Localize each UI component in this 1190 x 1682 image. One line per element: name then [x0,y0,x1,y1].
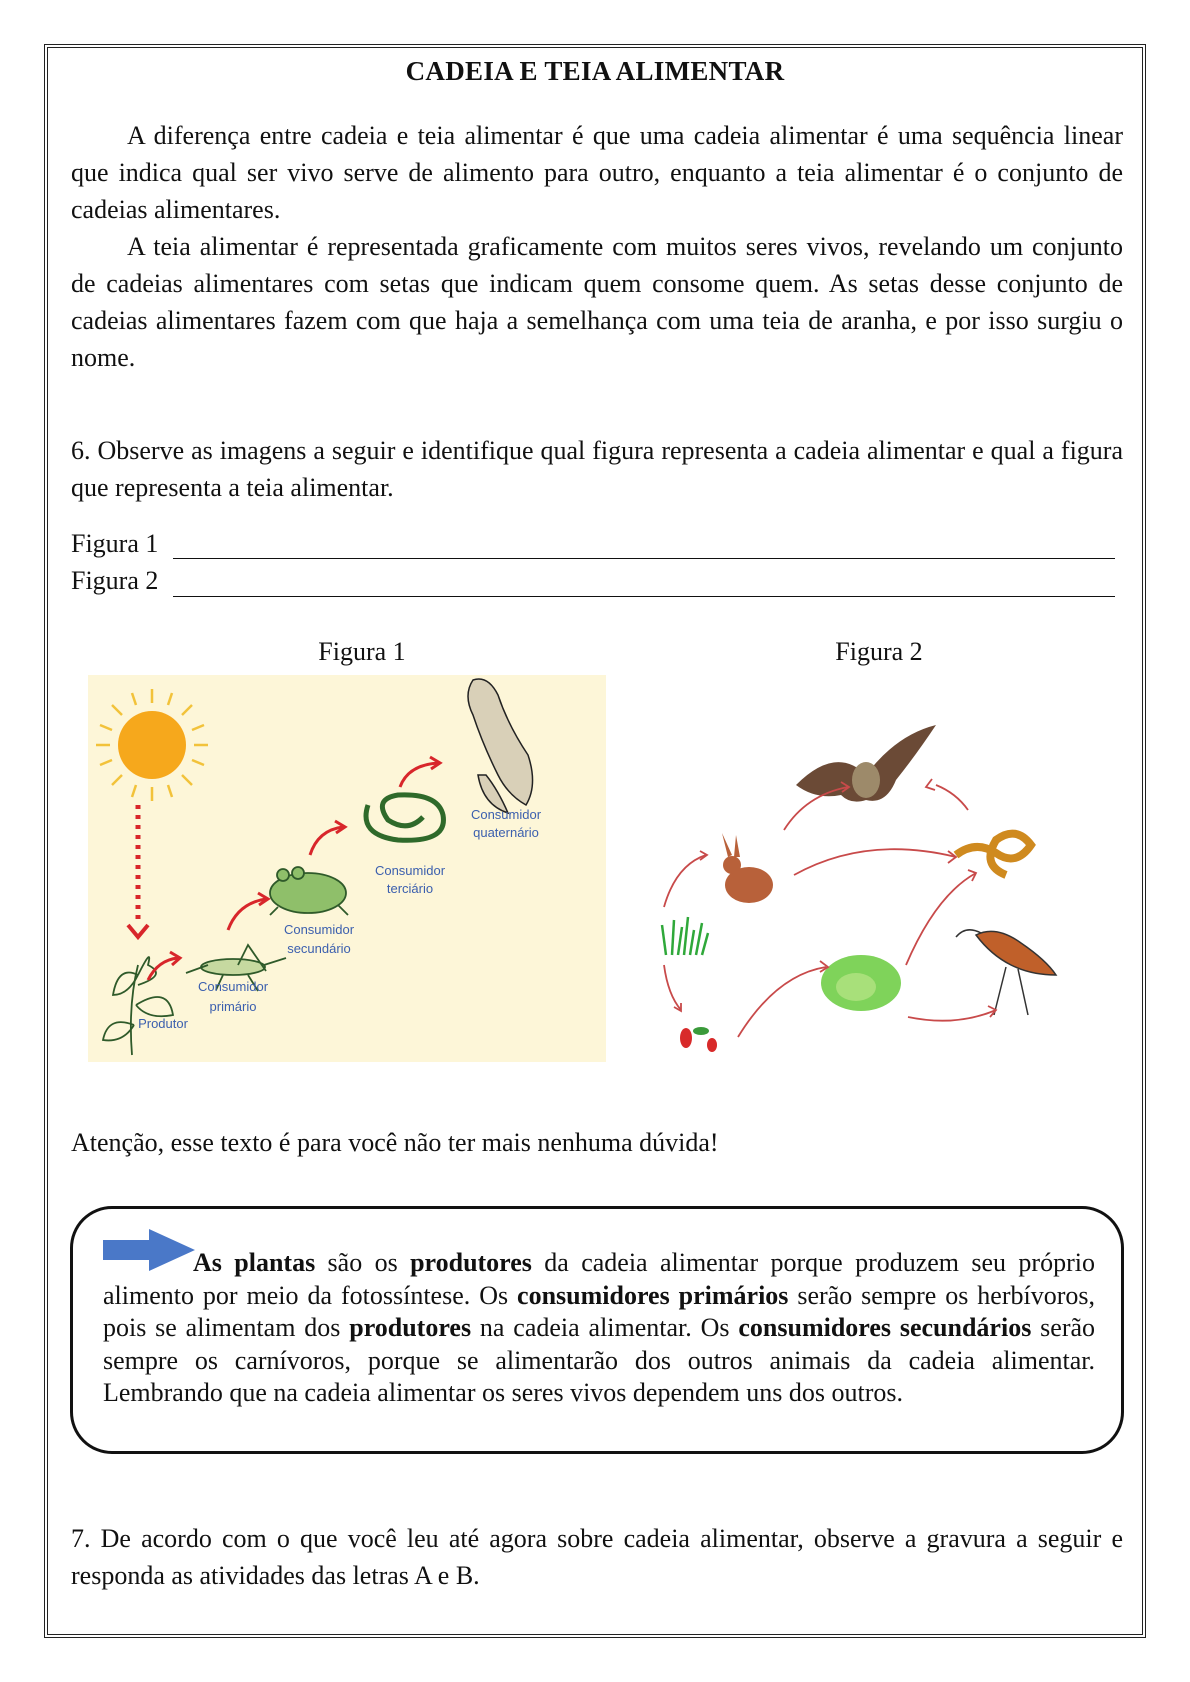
question-7-text: 7. De acordo com o que você leu até agora sobre cadeia alimentar, observe a gravura a seguir e responda as atividades das letras A e B. [71,1524,1123,1590]
label-quaternario-2: quaternário [473,825,539,840]
info-bold-5: consumidores secundários [738,1313,1032,1342]
info-text-2: da cadeia alimentar porque produzem seu próprio alimento por meio da fotossíntese. Os [103,1248,1095,1310]
attention-text: Atenção, esse texto é para você não ter mais nenhuma dúvida! [71,1128,719,1157]
intro-paragraph-2: A teia alimentar é representada graficamente com muitos seres vivos, revelando um conjunto de cadeias alimentares com setas que indicam quem consome quem. As setas desse conjunto de cadeias alimentares fazem com que haja a semelhança com uma teia de aranha, e por isso surgiu o nome. [71,232,1123,372]
rabbit-icon [722,833,773,903]
info-box-text [103,1247,1095,1410]
answer-1-label: Figura 1 [71,529,159,558]
answer-2-label: Figura 2 [71,566,159,595]
figure-1-food-chain [88,675,606,1062]
frog-web-icon [821,955,901,1011]
answer-2-line[interactable] [173,596,1115,597]
insects-icon [680,1027,717,1052]
label-quaternario-1: Consumidor [470,807,542,822]
plant-icon [103,957,173,1055]
info-bold-2: produtores [410,1248,532,1277]
heron-icon [956,930,1056,1015]
label-produtor: Produtor [138,1016,188,1031]
snake-icon [366,795,443,840]
info-bold-3: consumidores primários [517,1280,789,1310]
info-text-3: serão sempre os herbívoros, pois se alimentam dos [103,1280,1095,1342]
info-bold-4: produtores [349,1313,472,1342]
info-box [70,1206,1124,1454]
snake-web-icon [956,834,1031,875]
intro-paragraph-1: A diferença entre cadeia e teia alimentar é que uma cadeia alimentar é uma sequência linear que indica qual ser vivo serve de alimento para outro, enquanto a teia alimentar é o conjunto de cadeias alimentares. [71,121,1123,224]
question-6-text: 6. Observe as imagens a seguir e identifique qual figura representa a cadeia alimentar e qual a figura que representa a teia alimentar. [71,436,1123,502]
owl-icon [796,725,936,802]
label-secundario-1: Consumidor [283,922,355,937]
figure-2-caption: Figura 2 [835,637,923,666]
label-primario-1: Consumidor [197,979,269,994]
sun-icon [96,689,208,801]
info-text-1: são os [315,1248,411,1277]
frog-icon [270,867,348,915]
figure-2-food-web [636,675,1116,1105]
page-title: CADEIA E TEIA ALIMENTAR [405,56,785,86]
info-text-4: na cadeia alimentar. Os [471,1313,739,1342]
label-secundario-2: secundário [287,941,351,956]
grass-icon [662,917,708,955]
info-bold-1: As plantas [193,1248,316,1277]
label-terciario-1: Consumidor [374,863,446,878]
info-text-5: serão sempre os carnívoros, porque se alimentarão dos outros animais da cadeia alimentar. Lembrando que na cadeia alimentar os seres vivos dependem uns dos outros. [103,1313,1096,1407]
label-primario-2: primário [209,999,257,1014]
figure-1-caption: Figura 1 [318,637,406,666]
answer-1-line[interactable] [173,558,1115,559]
hawk-icon [468,679,533,813]
label-terciario-2: terciário [386,881,434,896]
